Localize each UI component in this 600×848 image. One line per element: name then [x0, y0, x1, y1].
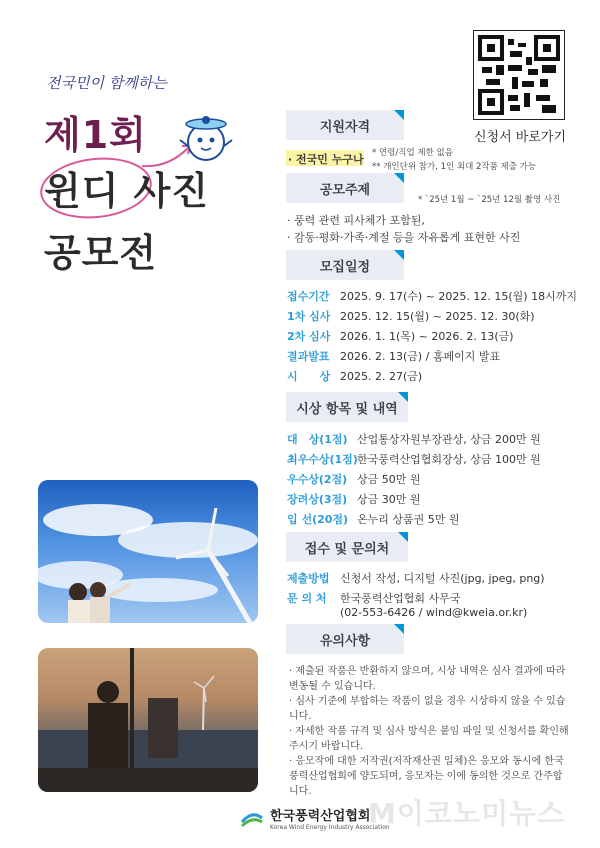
schedule-value: 2025. 12. 15(월) ~ 2025. 12. 30(화) [340, 310, 535, 323]
award-key: 최우수상(1점) [287, 453, 358, 466]
schedule-key: 2차 심사 [287, 330, 331, 343]
inquiry-contact[interactable]: (02-553-6426 / wind@kweia.or.kr) [340, 606, 528, 619]
section-notes-heading: 유의사항 [286, 624, 404, 654]
award-value: 한국풍력산업협회장상, 상금 100만 원 [357, 453, 541, 466]
submission-method-key: 제출방법 [287, 572, 330, 585]
eligibility-everyone: · 전국민 누구나 [288, 153, 364, 166]
news-watermark: M이코노미뉴스 [368, 797, 566, 830]
title-contest: 공모전 [44, 231, 158, 275]
theme-line-1: · 풍력 관련 피사체가 포함된, [287, 214, 425, 227]
award-value: 상금 50만 원 [357, 473, 421, 486]
schedule-value: 2025. 9. 17(수) ~ 2025. 12. 15(월) 18시까지 [340, 290, 577, 303]
wind-turbine-sky-photo [38, 480, 258, 623]
section-eligibility-heading: 지원자격 [286, 110, 404, 140]
theme-line-2: · 감동·평화·가족·계절 등을 자유롭게 표현한 사진 [287, 231, 521, 244]
kweia-logo-icon [240, 808, 264, 828]
notice-item: · 심사 기준에 부합하는 작품이 없을 경우 시상하지 않을 수 있습니다. [289, 696, 566, 722]
schedule-value: 2026. 2. 13(금) / 홈페이지 발표 [340, 350, 501, 363]
inquiry-org: 한국풍력산업협회 사무국 [340, 592, 461, 605]
org-subtitle: Korea Wind Energy Industry Association [270, 824, 390, 831]
section-contact-heading: 접수 및 문의처 [286, 532, 408, 562]
section-awards-heading: 시상 항목 및 내역 [286, 392, 408, 422]
award-value: 온누리 상품권 5만 원 [357, 513, 460, 526]
eligibility-note-1: * 연령/직업 제한 없음 [372, 148, 453, 158]
inquiry-key: 문 의 처 [287, 592, 327, 605]
org-name: 한국풍력산업협회 [270, 809, 371, 824]
award-value: 산업통상자원부장관상, 상금 200만 원 [357, 433, 541, 446]
notice-item: · 응모작에 대한 저작권(저작재산권 일체)은 응모와 동시에 한국풍력산업협회에 양도되며, 응모자는 이에 동의한 것으로 간주합니다. [289, 756, 564, 797]
section-schedule-heading: 모집일정 [286, 250, 404, 280]
award-key: 우수상(2점) [287, 473, 348, 486]
submission-method-value: 신청서 작성, 디지털 사진(jpg, jpeg, png) [340, 572, 545, 585]
schedule-value: 2025. 2. 27(금) [340, 370, 423, 383]
award-key: 입 선(20점) [287, 513, 349, 526]
tagline: 전국민이 함께하는 [46, 74, 167, 92]
qr-code[interactable] [473, 30, 565, 120]
award-key: 대 상(1점) [287, 433, 348, 446]
theme-note: * `25년 1월 ~ `25년 12월 촬영 사진 [418, 195, 561, 205]
title-main: 윈디 사진 [44, 169, 210, 213]
schedule-value: 2026. 1. 1(목) ~ 2026. 2. 13(금) [340, 330, 514, 343]
section-theme-heading: 공모주제 [286, 173, 404, 203]
notice-item: · 자세한 작품 규격 및 심사 방식은 붙임 파일 및 신청서를 확인해 주시기 바랍니다. [289, 726, 569, 752]
schedule-key: 접수기간 [287, 290, 330, 303]
title-edition: 제1회 [44, 113, 147, 157]
offshore-wind-sunset-photo [38, 648, 258, 792]
eligibility-note-2: ** 개인단위 참가, 1인 최대 2작품 제출 가능 [372, 162, 537, 172]
schedule-key: 1차 심사 [287, 310, 331, 323]
award-key: 장려상(3점) [287, 493, 348, 506]
schedule-key: 결과발표 [287, 350, 330, 363]
qr-label: 신청서 바로가기 [473, 130, 567, 145]
schedule-key: 시 상 [287, 370, 331, 383]
award-value: 상금 30만 원 [357, 493, 421, 506]
notice-item: · 제출된 작품은 반환하지 않으며, 시상 내역은 심사 결과에 따라 변동될 수 있습니다. [289, 666, 566, 692]
windy-mascot-icon [176, 110, 236, 166]
